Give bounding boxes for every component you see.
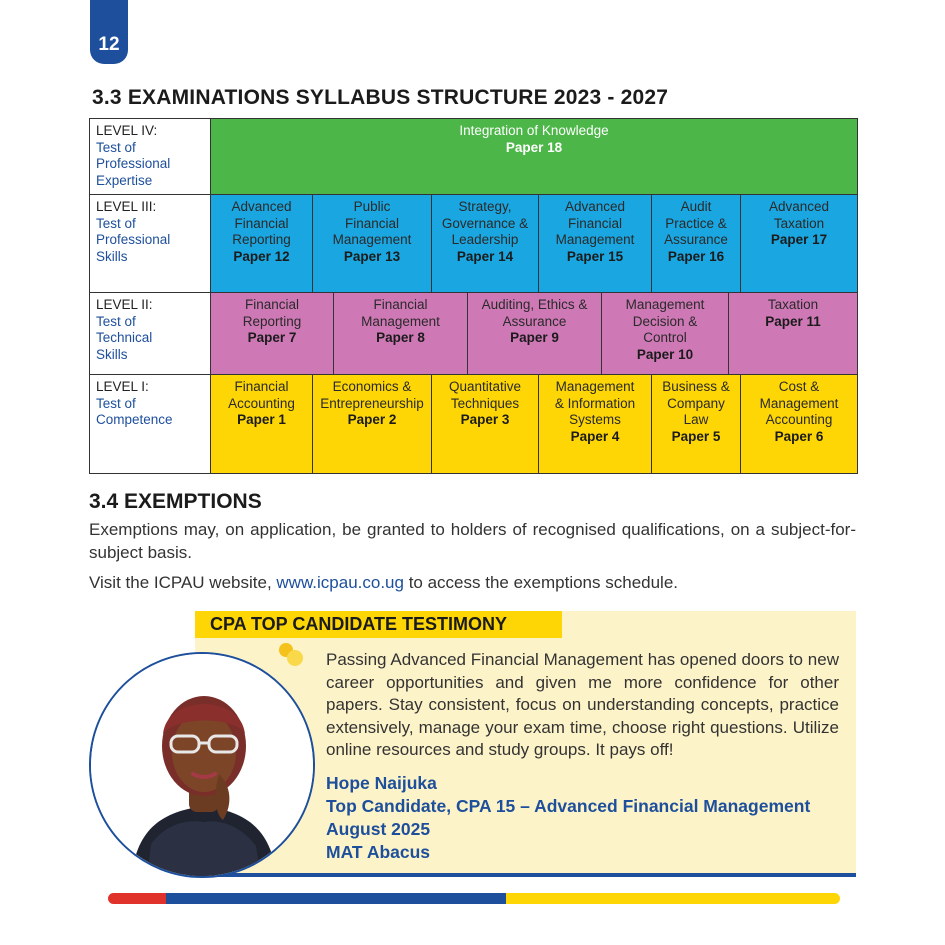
paper-number: Paper 8 (376, 330, 425, 345)
level-2-label (90, 293, 211, 374)
paper-number: Paper 5 (671, 428, 721, 444)
paper-title-line: & Information (554, 395, 636, 411)
footer-bar-yellow-segment (506, 893, 840, 904)
paper-10-cell (602, 293, 729, 374)
candidate-school: MAT Abacus (326, 842, 431, 862)
paper-title-line: Financial (234, 215, 289, 231)
paper-3-cell (432, 375, 539, 473)
paper-title-line: Auditing, Ethics & (481, 297, 588, 312)
paper-title-line: Control (643, 330, 687, 345)
paper-title-line: Accounting (228, 395, 295, 411)
paper-title-line: Assurance (664, 232, 728, 247)
paper-number: Paper 17 (770, 232, 828, 247)
paper-title-line: Assurance (502, 313, 567, 329)
paper-title-line: Accounting (765, 412, 833, 427)
paper-9-cell (468, 293, 602, 374)
paper-title-line: Management (625, 297, 705, 312)
website-suffix: to access the exemptions schedule. (403, 573, 679, 592)
paper-14-cell (432, 195, 539, 292)
level-desc-line: Competence (96, 412, 173, 427)
testimony-signature (326, 772, 810, 864)
level-3-row (90, 195, 857, 293)
paper-title-line: Strategy, (458, 199, 512, 214)
paper-title-line: Reporting (232, 232, 291, 247)
paper-number: Paper 4 (570, 428, 620, 444)
paper-title-line: Systems (569, 412, 621, 427)
paper-title-line: Public (353, 199, 391, 214)
paper-number: Paper 10 (636, 346, 694, 362)
paper-number: Paper 1 (237, 412, 286, 427)
paper-title-line: Management (555, 379, 635, 394)
paper-title-line: Leadership (451, 232, 519, 247)
paper-4-cell (539, 375, 652, 473)
exemptions-paragraph: Exemptions may, on application, be granted to holders of recognised qualifications, on a subject-for-subject basis. (89, 520, 856, 562)
paper-number: Paper 6 (774, 428, 824, 444)
paper-7-cell (211, 293, 334, 374)
syllabus-grid (89, 118, 858, 474)
candidate-photo (89, 652, 315, 878)
level-1-label (90, 375, 211, 473)
paper-number: Paper 3 (460, 412, 510, 427)
level-desc-line: Test of (96, 215, 136, 231)
paper-2-cell (313, 375, 432, 473)
paper-15-cell (539, 195, 652, 292)
level-desc-line: Technical (96, 330, 153, 345)
level-name: LEVEL II: (96, 297, 153, 312)
paper-number: Paper 7 (247, 330, 297, 345)
level-desc-line: Skills (96, 346, 128, 362)
footer-color-bar (108, 893, 840, 904)
paper-13-cell (313, 195, 432, 292)
paper-title-line: Financial (344, 215, 400, 231)
level-2-row (90, 293, 857, 375)
paper-11-cell (729, 293, 857, 374)
paper-12-cell (211, 195, 313, 292)
paper-title-line: Quantitative (448, 379, 522, 394)
level-name: LEVEL III: (96, 199, 157, 214)
level-name: LEVEL IV: (96, 123, 158, 138)
paper-number: Paper 12 (233, 248, 290, 264)
paper-6-cell (741, 375, 857, 473)
paper-number: Paper 11 (765, 313, 821, 329)
level-name: LEVEL I: (96, 379, 149, 394)
level-1-row (90, 375, 857, 473)
testimony-label: CPA TOP CANDIDATE TESTIMONY (195, 611, 562, 638)
paper-1-cell (211, 375, 313, 473)
paper-title-line: Governance & (441, 215, 529, 231)
level-desc-line: Skills (96, 248, 128, 264)
paper-title-line: Decision & (632, 313, 698, 329)
paper-number: Paper 18 (505, 139, 563, 155)
paper-number: Paper 9 (510, 330, 559, 345)
paper-number: Paper 2 (347, 412, 397, 427)
testimony-quote: Passing Advanced Financial Management has opened doors to new career opportunities and given me more confidence for other papers. Stay consistent, focus on understanding concepts, practice extensively, manage your exam time, choose right questions. Utilize online resources and study groups. It pays off! (326, 650, 839, 759)
quote-icon (277, 641, 305, 669)
syllabus-title: 3.3 EXAMINATIONS SYLLABUS STRUCTURE 2023 - 2027 (92, 86, 669, 109)
website-prefix: Visit the ICPAU website, (89, 573, 277, 592)
paper-title-line: Financial (567, 215, 623, 231)
level-4-label (90, 119, 211, 194)
paper-title-line: Integration of Knowledge (459, 123, 609, 138)
paper-number: Paper 16 (667, 248, 725, 264)
paper-5-cell (652, 375, 741, 473)
paper-title-line: Financial (234, 379, 289, 394)
level-desc-line: Professional (96, 156, 171, 171)
paper-title-line: Company (667, 395, 725, 411)
level-desc-line: Expertise (96, 172, 153, 188)
paper-number: Paper 14 (456, 248, 514, 264)
level-desc-line: Test of (96, 139, 136, 155)
icpau-website-link[interactable]: www.icpau.co.ug (276, 573, 404, 592)
testimony-date: August 2025 (326, 819, 431, 839)
page-number-tab (90, 0, 128, 64)
paper-title-line: Advanced (231, 199, 292, 214)
level-desc-line: Professional (96, 232, 171, 247)
paper-title-line: Business & (662, 379, 730, 394)
paper-title-line: Taxation (773, 215, 825, 231)
paper-number: Paper 15 (566, 248, 624, 264)
paper-title-line: Audit (680, 199, 712, 214)
paper-8-cell (334, 293, 468, 374)
level-desc-line: Test of (96, 395, 136, 411)
candidate-name: Hope Naijuka (326, 773, 437, 793)
portrait-illustration (91, 654, 315, 878)
level-3-label (90, 195, 211, 292)
paper-title-line: Practice & (665, 215, 727, 231)
footer-bar-red-segment (108, 893, 166, 904)
paper-title-line: Financial (373, 297, 428, 312)
paper-title-line: Entrepreneurship (320, 395, 424, 411)
exemptions-website-paragraph (89, 573, 678, 593)
paper-title-line: Advanced (564, 199, 626, 214)
page-number: 12 (98, 34, 120, 55)
paper-title-line: Management (361, 313, 440, 329)
paper-18-cell (211, 119, 857, 194)
paper-title-line: Techniques (450, 395, 520, 411)
paper-number: Paper 13 (343, 248, 401, 264)
paper-title-line: Cost & (778, 379, 820, 394)
level-4-row (90, 119, 857, 195)
paper-title-line: Economics & (332, 379, 412, 394)
paper-title-line: Management (555, 232, 635, 247)
paper-title-line: Management (332, 232, 412, 247)
paper-title-line: Law (683, 412, 709, 427)
paper-title-line: Reporting (242, 313, 302, 329)
paper-16-cell (652, 195, 741, 292)
paper-title-line: Financial (244, 297, 300, 312)
exemptions-title: 3.4 EXEMPTIONS (89, 490, 262, 513)
paper-title-line: Advanced (768, 199, 830, 214)
paper-title-line: Management (759, 395, 839, 411)
level-desc-line: Test of (96, 313, 136, 329)
paper-17-cell (741, 195, 857, 292)
footer-bar-blue-segment (166, 893, 506, 904)
candidate-role: Top Candidate, CPA 15 – Advanced Financial Management (326, 796, 811, 816)
paper-title-line: Taxation (767, 297, 819, 312)
